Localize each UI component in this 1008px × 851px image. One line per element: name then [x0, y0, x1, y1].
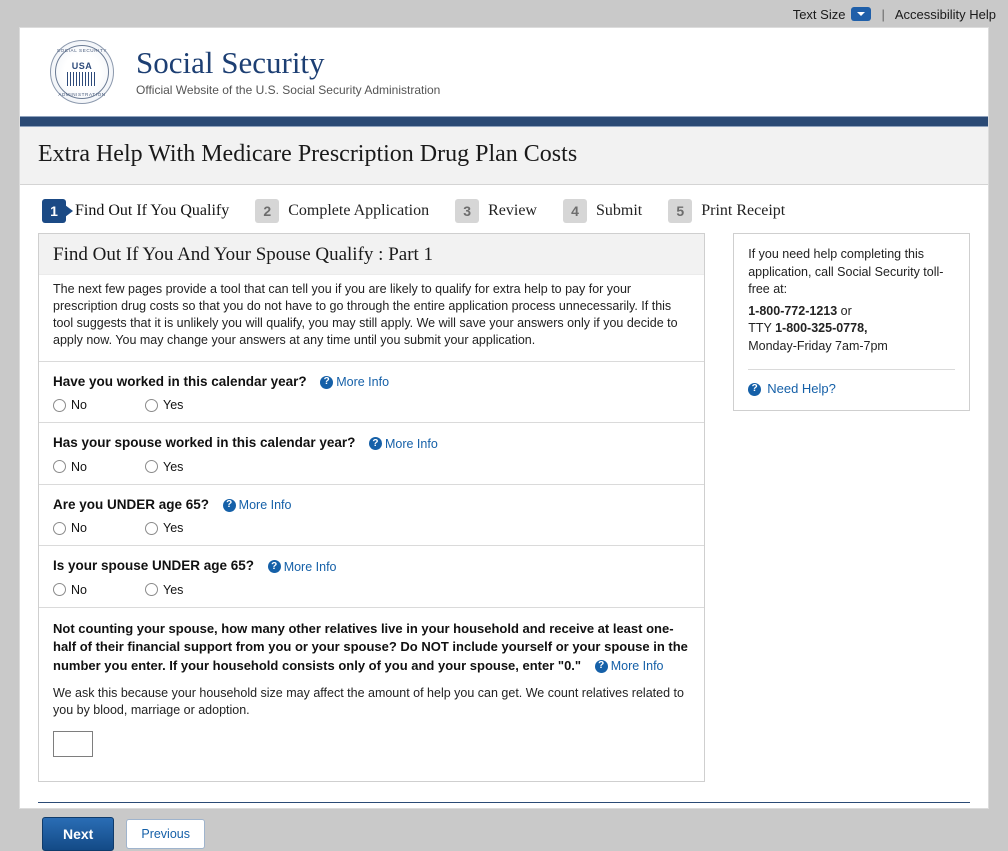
more-info-link[interactable]: [268, 560, 337, 574]
question-circle-icon: ?: [223, 499, 236, 512]
more-info-link[interactable]: [595, 659, 664, 673]
household-count-input[interactable]: [53, 731, 93, 757]
radio-group: [53, 521, 690, 535]
progress-steps: [20, 185, 988, 233]
question-text: Have you worked in this calendar year?: [53, 373, 307, 389]
sidebar-hours: Monday-Friday 7am-7pm: [748, 338, 888, 353]
form-card-title: Find Out If You And Your Spouse Qualify : Part 1: [39, 234, 704, 275]
radio-label: Yes: [163, 398, 184, 413]
content-area: [20, 233, 988, 782]
accessibility-help-link[interactable]: Accessibility Help: [894, 6, 996, 22]
form-actions: [20, 803, 988, 851]
more-info-link[interactable]: [369, 437, 438, 451]
radio-group: [53, 460, 690, 474]
chevron-down-badge-icon[interactable]: [851, 7, 871, 21]
radio-label: Yes: [163, 521, 184, 536]
page-header: [20, 127, 988, 185]
question-spouse-worked-this-year: [39, 423, 704, 485]
question-text: Are you UNDER age 65?: [53, 496, 210, 512]
step-number: 1: [42, 199, 66, 223]
form-intro-text: The next few pages provide a tool that can tell you if you are likely to qualify for extra help to pay for your prescription drug costs so that you do not have to go through the entire application process unnecessarily. If this tool suggests that it is unlikely you will qualify, you may still apply. We will save your answers only if you decide to apply now. You may change your answers at any time until you submit your application.: [39, 275, 704, 362]
step-number: 3: [455, 199, 479, 223]
more-info-label: More Info: [610, 659, 664, 674]
site-subtitle: Official Website of the U.S. Social Security Administration: [136, 83, 441, 98]
question-text: Not counting your spouse, how many other relatives live in your household and receive at least one-half of their financial support from you or your spouse? Do NOT include yourself or your spouse in the number you enter. If your household consists only of you and your spouse, enter "0.": [53, 620, 688, 673]
question-circle-icon: ?: [369, 437, 382, 450]
more-info-label: More Info: [283, 559, 337, 574]
radio-option-yes[interactable]: [145, 583, 237, 597]
text-size-label: Text Size: [792, 6, 846, 22]
brand-block: [136, 44, 441, 98]
radio-option-no[interactable]: [53, 521, 145, 535]
radio-label: No: [71, 398, 87, 413]
page-container: [20, 28, 988, 842]
radio-option-yes[interactable]: [145, 460, 237, 474]
previous-button[interactable]: Previous: [126, 819, 205, 849]
step-submit[interactable]: [563, 199, 642, 223]
step-find-out-if-you-qualify[interactable]: [42, 199, 229, 223]
radio-button[interactable]: [145, 522, 158, 535]
question-under-age-65: [39, 485, 704, 547]
question-circle-icon: ?: [268, 560, 281, 573]
step-label: Find Out If You Qualify: [75, 202, 230, 219]
page-title: Extra Help With Medicare Prescription Drug Plan Costs: [38, 141, 578, 167]
household-helper-text: We ask this because your household size may affect the amount of help you can get. We count relatives related to you by blood, marriage or adoption.: [53, 686, 684, 717]
radio-group: [53, 398, 690, 412]
utility-separator: |: [881, 6, 885, 22]
radio-option-no[interactable]: [53, 583, 145, 597]
next-button[interactable]: Next: [42, 817, 114, 851]
radio-label: No: [71, 582, 87, 597]
more-info-label: More Info: [238, 498, 292, 513]
sidebar-tty-number: 1-800-325-0778,: [775, 321, 868, 335]
step-complete-application[interactable]: [255, 199, 429, 223]
radio-label: Yes: [163, 459, 184, 474]
need-help-link[interactable]: [748, 380, 955, 398]
radio-option-no[interactable]: [53, 460, 145, 474]
radio-option-no[interactable]: [53, 398, 145, 412]
step-label: Complete Application: [288, 202, 430, 219]
navigation-bar: [20, 116, 988, 127]
more-info-link[interactable]: [320, 375, 389, 389]
radio-button[interactable]: [53, 399, 66, 412]
ssa-seal-icon: [50, 40, 114, 104]
step-print-receipt[interactable]: [668, 199, 785, 223]
help-sidebar-card: [733, 233, 970, 411]
radio-label: No: [71, 521, 87, 536]
radio-button[interactable]: [53, 460, 66, 473]
seal-arc-bottom-text: ADMINISTRATION: [58, 92, 106, 97]
question-circle-icon: ?: [595, 660, 608, 673]
need-help-label: Need Help?: [767, 381, 836, 396]
question-text: Is your spouse UNDER age 65?: [53, 558, 255, 574]
step-label: Print Receipt: [701, 202, 786, 219]
radio-label: Yes: [163, 582, 184, 597]
sidebar-phone-suffix: or: [837, 303, 852, 318]
step-label: Submit: [595, 202, 643, 219]
question-household-relatives: [39, 608, 704, 767]
question-circle-icon: ?: [320, 376, 333, 389]
radio-label: No: [71, 459, 87, 474]
step-number: 5: [668, 199, 692, 223]
step-number: 2: [255, 199, 279, 223]
site-masthead: [20, 28, 988, 116]
sidebar-intro-text: If you need help completing this application, call Social Security toll-free at:: [748, 247, 944, 296]
radio-button[interactable]: [145, 583, 158, 596]
radio-button[interactable]: [53, 522, 66, 535]
qualification-form-card: [38, 233, 705, 782]
text-size-control[interactable]: [793, 7, 872, 22]
more-info-label: More Info: [384, 436, 438, 451]
seal-arc-top-text: SOCIAL SECURITY: [56, 48, 108, 53]
sidebar-divider: [748, 369, 955, 370]
radio-option-yes[interactable]: [145, 398, 237, 412]
question-text: Has your spouse worked in this calendar year?: [53, 435, 356, 451]
seal-center-text: USA: [71, 61, 93, 71]
more-info-label: More Info: [336, 375, 390, 390]
step-label: Review: [488, 202, 537, 219]
step-number: 4: [563, 199, 587, 223]
radio-option-yes[interactable]: [145, 521, 237, 535]
radio-button[interactable]: [145, 460, 158, 473]
question-circle-icon: ?: [748, 383, 761, 396]
more-info-link[interactable]: [223, 498, 292, 512]
question-worked-this-year: [39, 362, 704, 424]
step-review[interactable]: [455, 199, 537, 223]
radio-button[interactable]: [145, 399, 158, 412]
sidebar-phone-main: 1-800-772-1213: [748, 303, 838, 318]
utility-bar: [0, 0, 1008, 28]
sidebar-tty-label: TTY: [748, 321, 776, 335]
site-title: Social Security: [136, 44, 325, 80]
question-spouse-under-age-65: [39, 546, 704, 608]
radio-group: [53, 583, 690, 597]
radio-button[interactable]: [53, 583, 66, 596]
